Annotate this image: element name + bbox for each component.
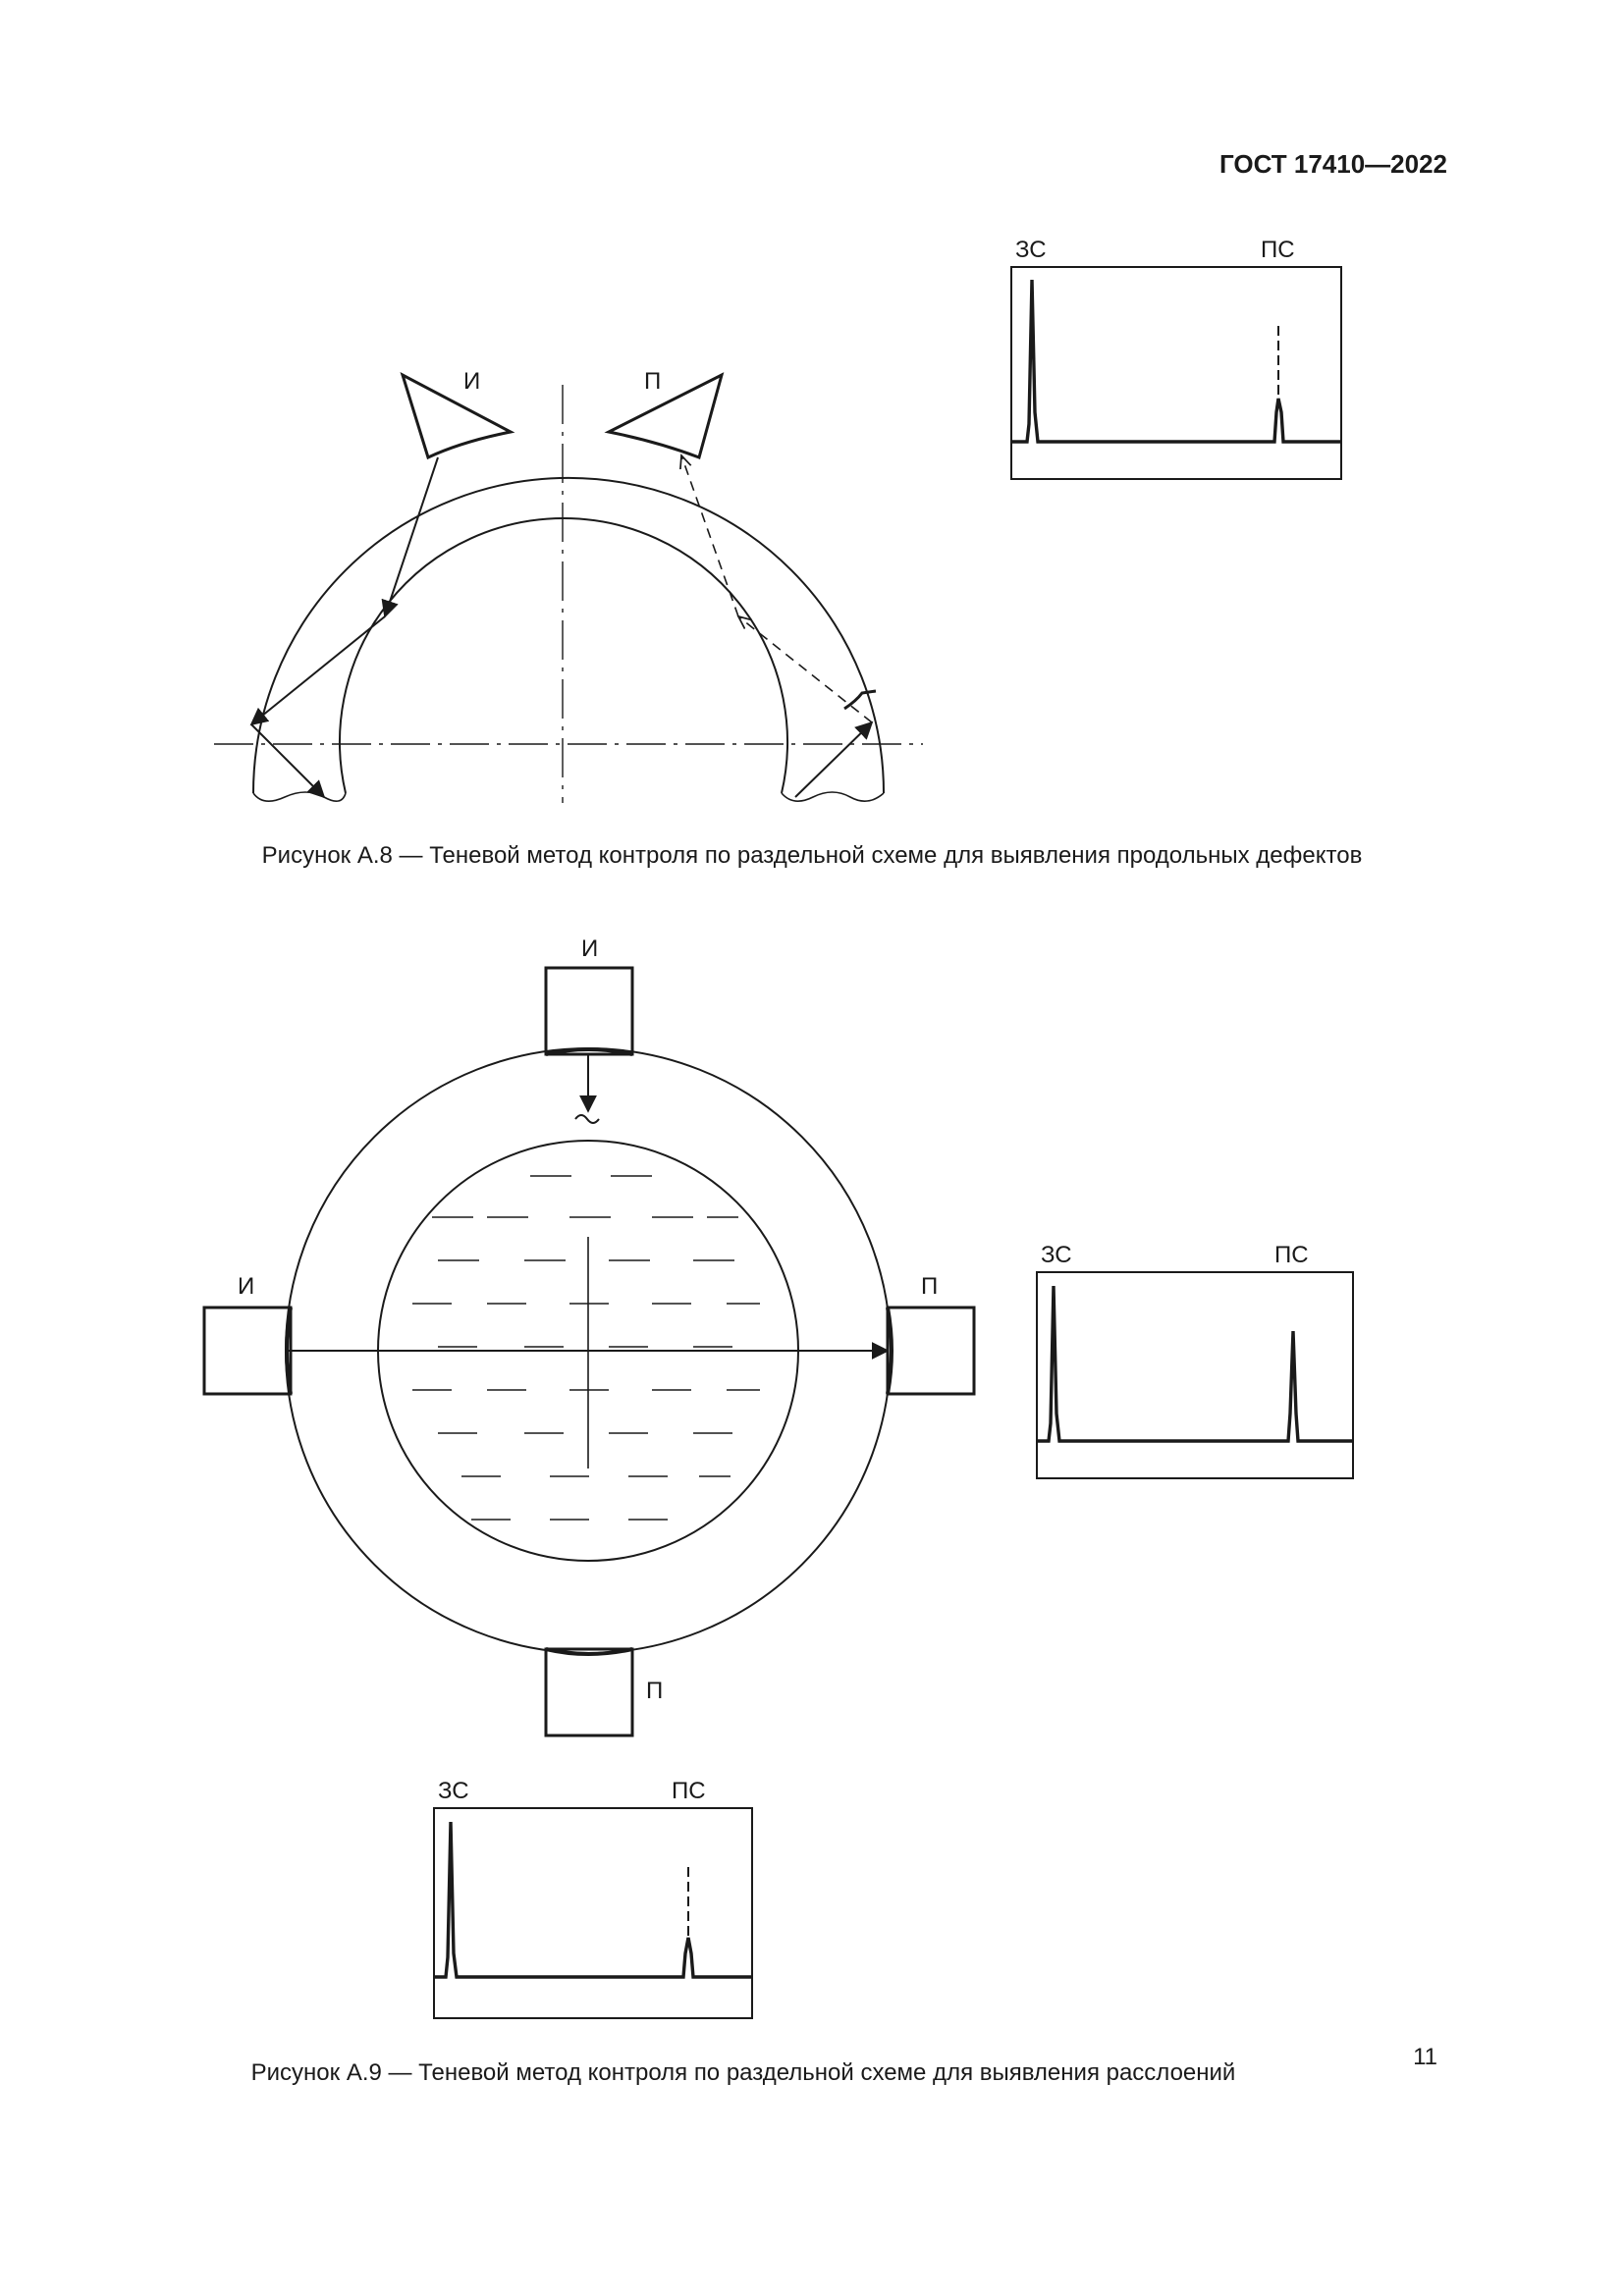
figure-a8-diagram (214, 375, 923, 803)
lamination-dashes (412, 1176, 760, 1520)
scope-a9-bottom-right-label: ПС (672, 1778, 706, 1804)
figure-a9-caption: Рисунок А.9 — Теневой метод контроля по раздельной схеме для выявления расслоений (250, 2059, 1236, 2086)
document-header: ГОСТ 17410—2022 (1219, 149, 1447, 179)
scope-a9-bottom (434, 1808, 752, 2018)
receiver-bottom-box (546, 1649, 632, 1735)
scope-frame (1037, 1272, 1353, 1478)
emitter-label: И (463, 368, 481, 395)
shadow-path-2 (681, 455, 738, 616)
beam-direct (385, 457, 438, 616)
receiver-right-label: П (921, 1273, 939, 1300)
figure-a8-caption: Рисунок А.8 — Теневой метод контроля по раздельной схеме для выявления продольных дефектов (261, 842, 1363, 869)
emitter-top-label: И (581, 935, 599, 962)
scope-a9-right-right-label: ПС (1274, 1242, 1309, 1268)
scope-a8-right-label: ПС (1261, 237, 1295, 263)
scope-a8-left-label: ЗС (1015, 237, 1047, 263)
break-line-left (253, 792, 346, 801)
beam-right-entry (795, 722, 872, 797)
pipe-inner-wall (340, 518, 787, 793)
receiver-bottom-label: П (646, 1678, 664, 1704)
emitter-wedge (403, 375, 511, 457)
emitter-top-box (546, 968, 632, 1054)
scope-a9-right-left-label: ЗС (1041, 1242, 1072, 1268)
beam-reflected-2 (251, 724, 324, 797)
pipe-outer-wall (253, 478, 884, 793)
receiver-label: П (644, 368, 662, 395)
beam-wave-symbol (575, 1115, 599, 1123)
scope-trace (1011, 280, 1341, 442)
emitter-left-box (204, 1308, 291, 1394)
scope-trace (434, 1822, 752, 1977)
receiver-right-box (888, 1308, 974, 1394)
figure-a9-diagram (204, 968, 974, 1735)
emitter-left-label: И (238, 1273, 255, 1300)
scope-a8 (1011, 267, 1341, 479)
scope-frame (434, 1808, 752, 2018)
scope-a9-bottom-left-label: ЗС (438, 1778, 469, 1804)
scope-trace (1037, 1286, 1353, 1441)
receiver-wedge (609, 375, 722, 457)
beam-reflected-1 (251, 616, 385, 724)
scope-frame (1011, 267, 1341, 479)
page-number: 11 (1413, 2044, 1437, 2070)
scope-a9-right (1037, 1272, 1353, 1478)
